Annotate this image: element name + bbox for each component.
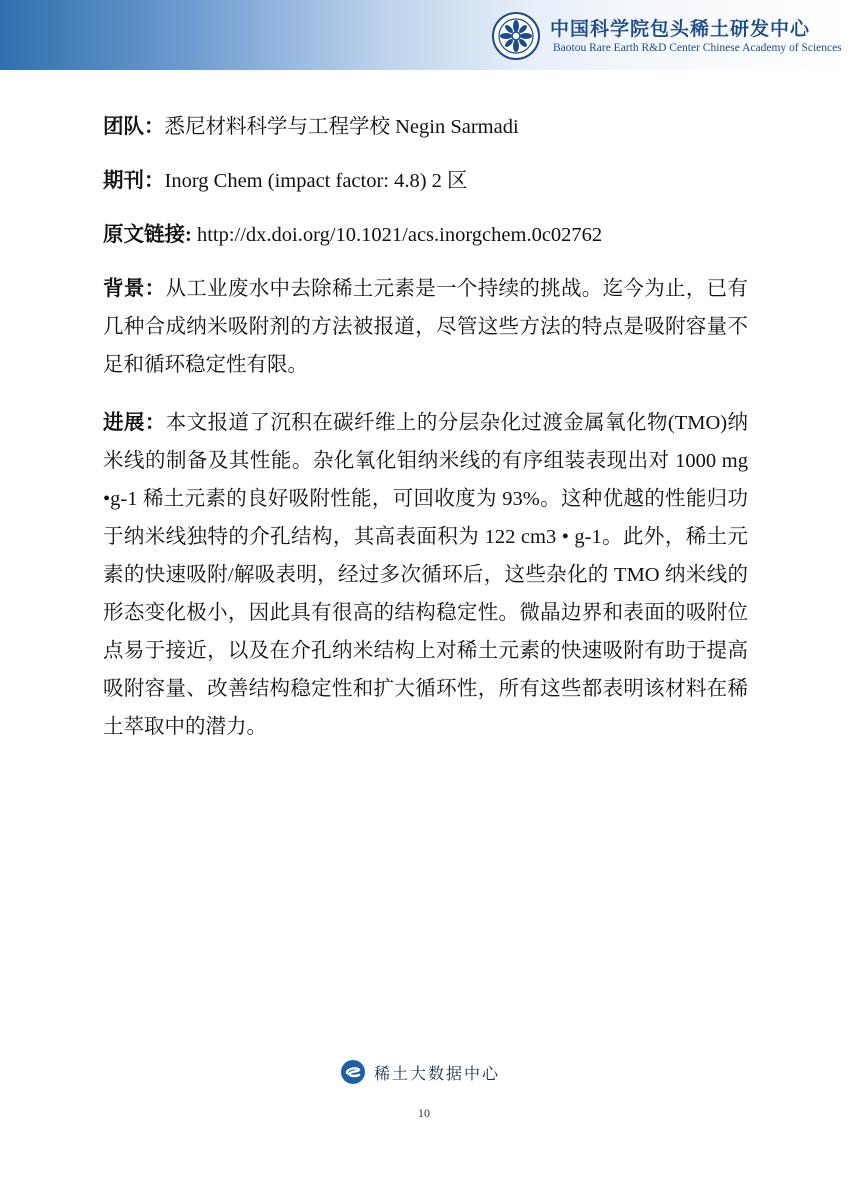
link-line bbox=[103, 216, 748, 254]
journal-label: 期刊： bbox=[103, 170, 165, 192]
journal-line bbox=[103, 162, 748, 200]
org-name-en: Baotou Rare Earth R&D Center Chinese Academy of Sciences bbox=[553, 42, 842, 54]
progress-paragraph bbox=[103, 404, 748, 746]
page-header bbox=[0, 0, 848, 70]
progress-text: 本文报道了沉积在碳纤维上的分层杂化过渡金属氧化物(TMO)纳米线的制备及其性能。杂化氧化钼纳米线的有序组装表现出对 1000 mg •g-1 稀土元素的良好吸附性能，可回收度为 93%。这种优越的性能归功于纳米线独特的介孔结构，其高表面积为 122 cm3 • g-1。此外，稀土元素的快速吸附/解吸表明，经过多次循环后，这些杂化的 TMO 纳米线的形态变化极小，因此具有很高的结构稳定性。微晶边界和表面的吸附位点易于接近，以及在介孔纳米结构上对稀土元素的快速吸附有助于提高吸附容量、改善结构稳定性和扩大循环性，所有这些都表明该材料在稀土萃取中的潜力。 bbox=[103, 412, 748, 738]
cas-emblem-icon bbox=[492, 12, 540, 60]
team-value: 悉尼材料科学与工程学校 Negin Sarmadi bbox=[164, 116, 519, 138]
background-paragraph bbox=[103, 270, 748, 384]
progress-label: 进展： bbox=[103, 412, 166, 434]
org-name-cn: 中国科学院包头稀土研发中心 bbox=[550, 18, 811, 40]
background-text: 从工业废水中去除稀土元素是一个持续的挑战。迄今为止，已有几种合成纳米吸附剂的方法被报道，尽管这些方法的特点是吸附容量不足和循环稳定性有限。 bbox=[103, 278, 749, 376]
link-label: 原文链接: bbox=[103, 224, 192, 246]
background-label: 背景： bbox=[103, 278, 166, 300]
page-number: 10 bbox=[418, 1106, 430, 1120]
journal-value: Inorg Chem (impact factor: 4.8) 2 区 bbox=[164, 170, 468, 192]
article-body bbox=[103, 108, 748, 746]
footer-brand bbox=[340, 1058, 520, 1086]
footer-brand-text: 稀土大数据中心 bbox=[374, 1063, 501, 1083]
team-line bbox=[103, 108, 748, 146]
big-data-logo-icon bbox=[340, 1059, 366, 1085]
link-value: http://dx.doi.org/10.1021/acs.inorgchem.0c02762 bbox=[191, 224, 603, 246]
team-label: 团队： bbox=[103, 116, 165, 138]
